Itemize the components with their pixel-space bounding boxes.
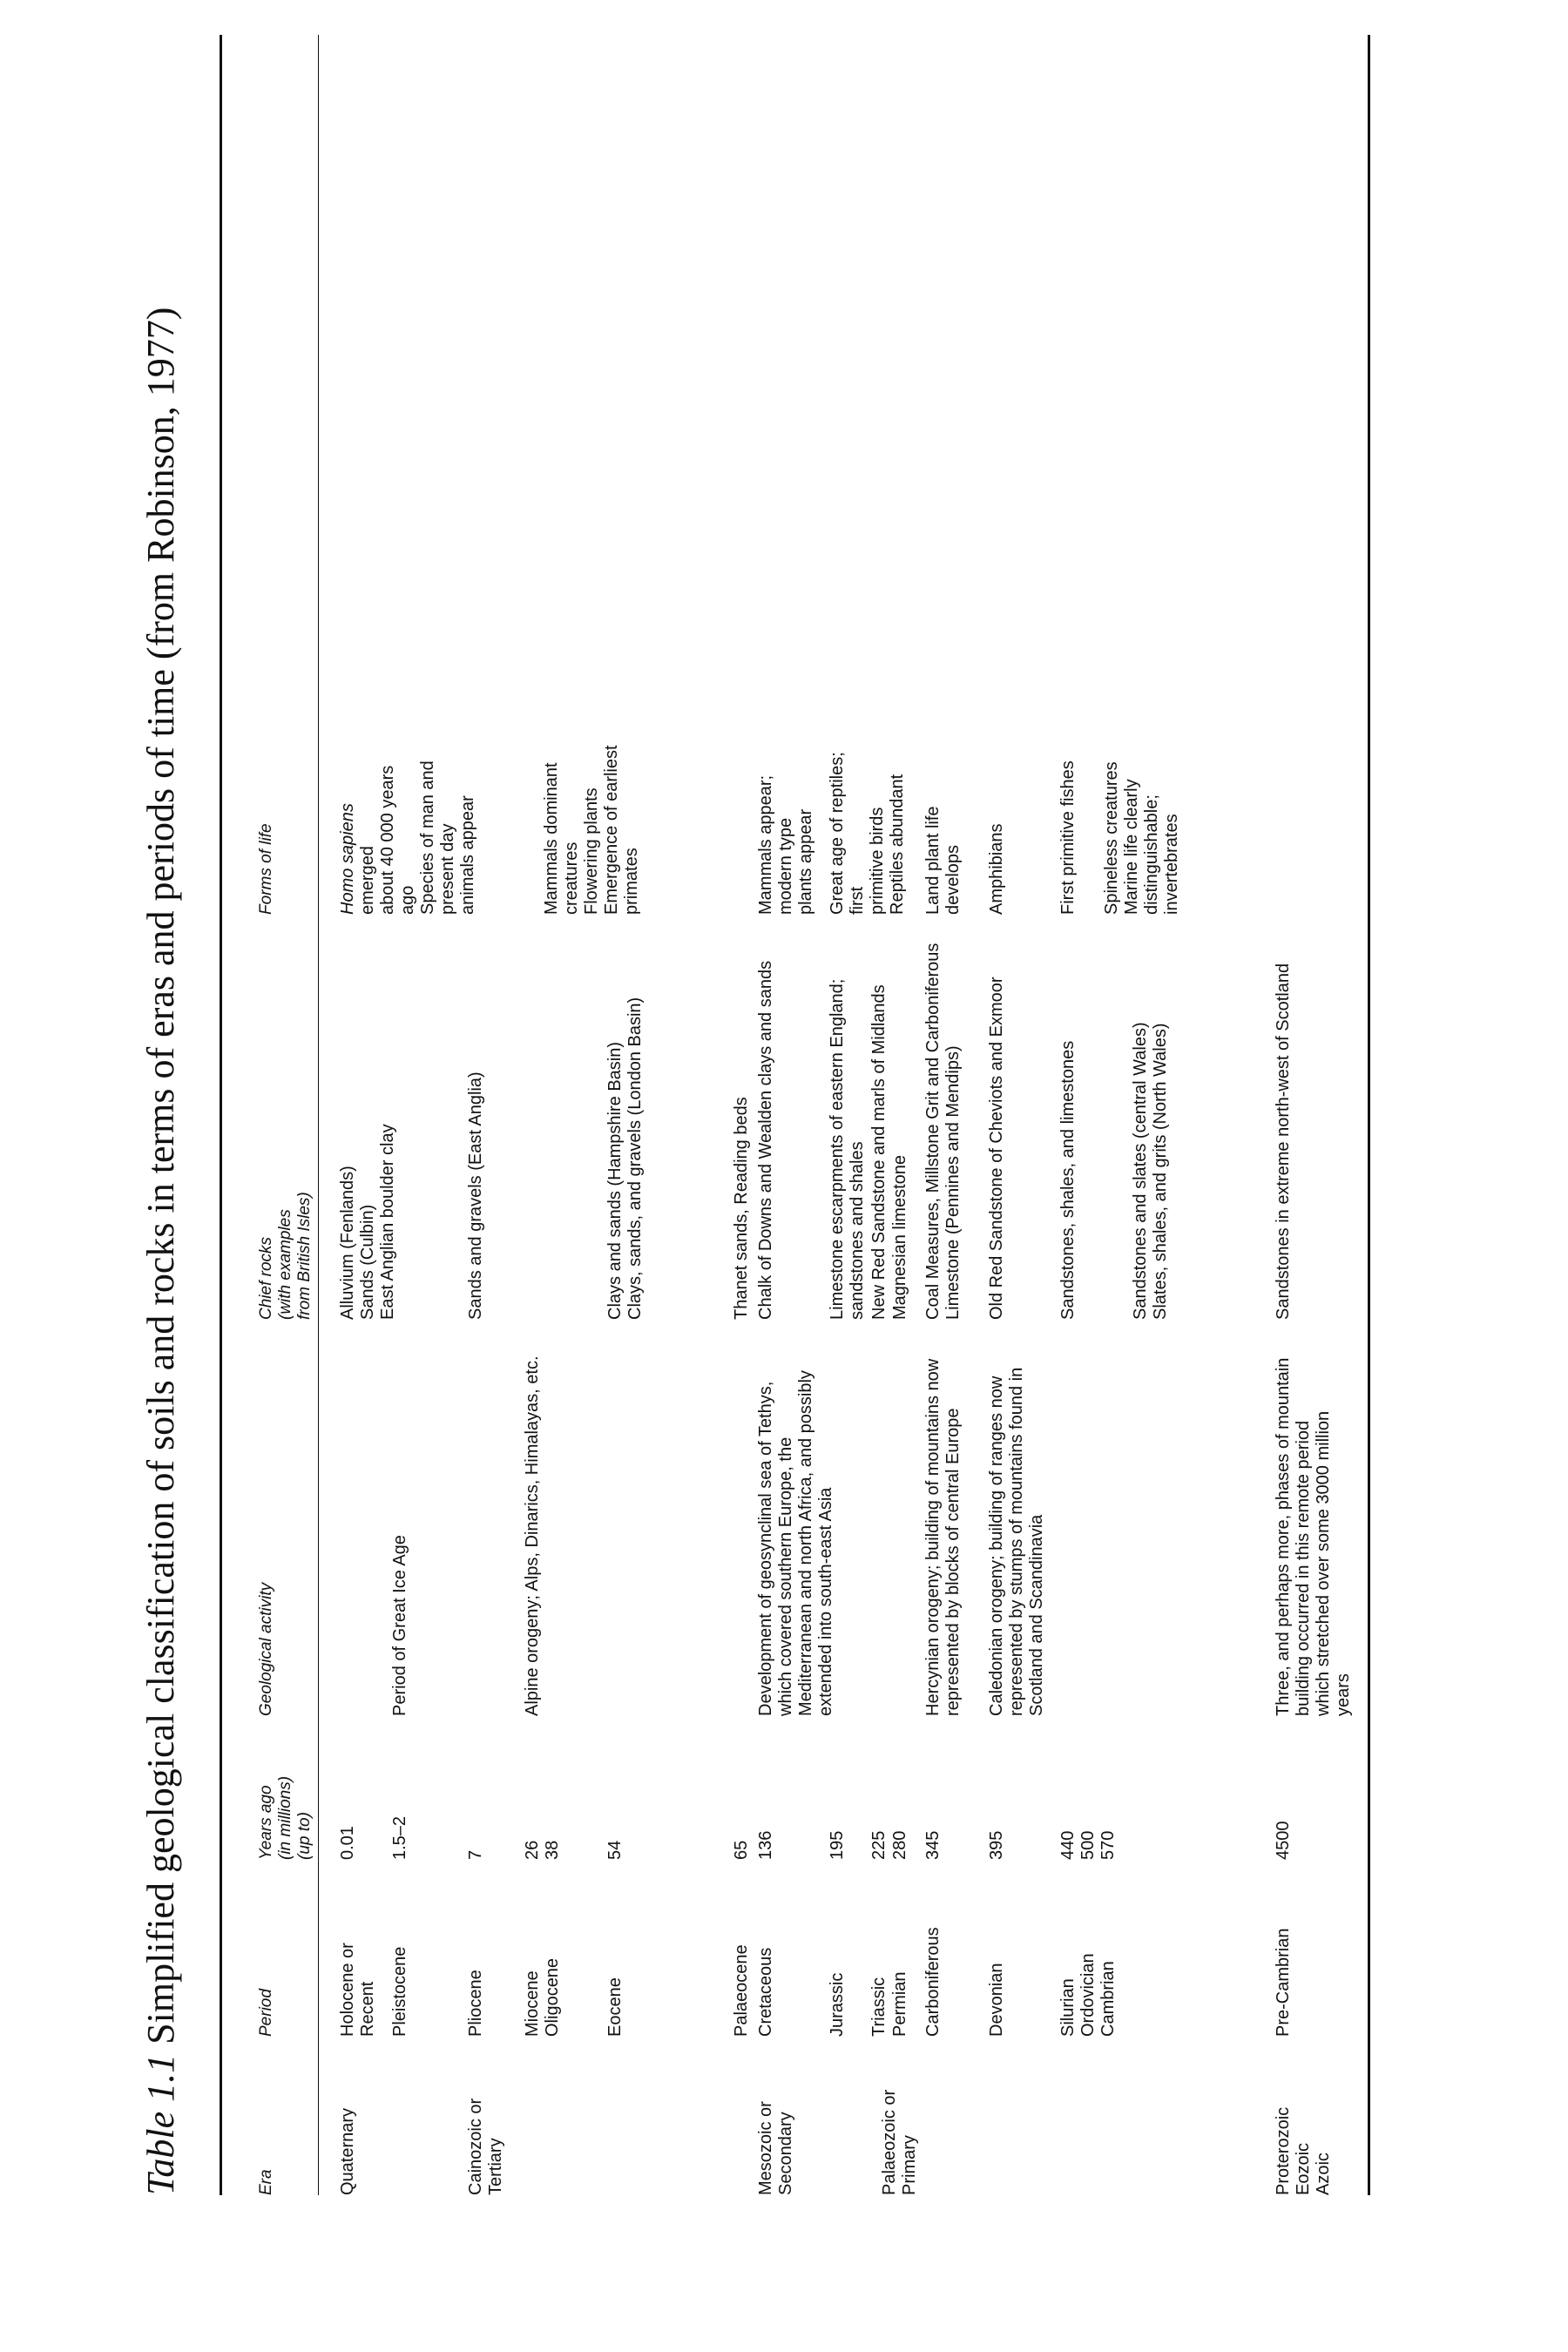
period-palaeocene: Palaeocene bbox=[732, 1944, 751, 2037]
years-palaeocene: 65 bbox=[732, 1840, 751, 1860]
top-rule bbox=[220, 35, 222, 2195]
rocks-pleistocene: East Anglian boulder clay bbox=[378, 1124, 397, 1320]
rocks-pliocene: Sands and gravels (East Anglia) bbox=[466, 1071, 485, 1320]
rocks-silurian: Sandstones, shales, and limestones bbox=[1058, 1040, 1078, 1320]
period-permian: Permian bbox=[890, 1971, 909, 2037]
life-cretaceous: Mammals appear; modern type plants appear bbox=[756, 774, 815, 915]
rocks-triassic: New Red Sandstone and marls of Midlands bbox=[869, 984, 889, 1320]
geo-cretaceous: Development of geosynclinal sea of Tethys, which covered southern Europe, the Mediterranean and north Africa, and possibly extended into south-east Asia bbox=[756, 1370, 835, 1716]
rotated-page bbox=[131, 35, 1437, 2195]
years-eocene: 54 bbox=[605, 1840, 625, 1860]
period-miocene-oligocene: Miocene Oligocene bbox=[523, 1957, 562, 2037]
geo-pleistocene: Period of Great Ice Age bbox=[390, 1535, 409, 1716]
life-devonian: Amphibians bbox=[987, 823, 1006, 915]
era-proterozoic: Proterozoic Eozoic Azoic bbox=[1274, 2106, 1333, 2195]
life-oligocene: Mammals dominant creatures Flowering plants Emergence of earliest primates bbox=[542, 745, 641, 915]
years-triassic: 225 bbox=[869, 1830, 889, 1860]
rocks-carboniferous: Coal Measures, Millstone Grit and Carboniferous Limestone (Pennines and Mendips) bbox=[923, 943, 963, 1320]
period-devonian: Devonian bbox=[987, 1963, 1006, 2037]
bottom-rule bbox=[1368, 35, 1370, 2195]
rocks-devonian: Old Red Sandstone of Cheviots and Exmoor bbox=[987, 977, 1006, 1320]
table-label: Table 1.1 bbox=[139, 2053, 182, 2195]
rocks-jurassic: Limestone escarpments of eastern England; sandstones and shales bbox=[828, 978, 867, 1320]
years-precambrian: 4500 bbox=[1274, 1821, 1293, 1860]
geo-hercynian: Hercynian orogeny; building of mountains now represented by blocks of central Europe bbox=[923, 1358, 963, 1716]
header-period: Period bbox=[257, 1989, 275, 2037]
years-miocene-oligocene: 26 38 bbox=[523, 1840, 562, 1860]
table-caption bbox=[131, 35, 192, 2195]
period-jurassic: Jurassic bbox=[828, 1972, 847, 2037]
period-silurian-group: Silurian Ordovician Cambrian bbox=[1058, 1953, 1118, 2037]
header-rocks: Chief rocks (with examples from British Isles) bbox=[257, 1192, 314, 1320]
geo-precambrian: Three, and perhaps more, phases of mountain building occurred in this remote period which stretched over some 3000 million years bbox=[1274, 1357, 1353, 1716]
years-holocene: 0.01 bbox=[338, 1826, 357, 1860]
rocks-permian: Magnesian limestone bbox=[890, 1155, 909, 1320]
period-cretaceous: Cretaceous bbox=[756, 1947, 775, 2037]
years-pleistocene: 1.5–2 bbox=[390, 1815, 409, 1860]
years-silurian-group: 440 500 570 bbox=[1058, 1830, 1118, 1860]
period-carboniferous: Carboniferous bbox=[923, 1927, 943, 2037]
period-triassic: Triassic bbox=[869, 1977, 889, 2037]
life-holocene bbox=[338, 732, 478, 915]
years-carboniferous: 345 bbox=[923, 1830, 943, 1860]
rocks-palaeocene: Thanet sands, Reading beds bbox=[732, 1097, 751, 1320]
years-jurassic: 195 bbox=[828, 1830, 847, 1860]
years-devonian: 395 bbox=[987, 1830, 1006, 1860]
life-silurian: First primitive fishes bbox=[1058, 760, 1078, 915]
years-permian: 280 bbox=[890, 1830, 909, 1860]
life-jurassic: Great age of reptiles; first primitive birds Reptiles abundant bbox=[828, 752, 907, 915]
years-pliocene: 7 bbox=[466, 1849, 485, 1860]
era-cainozoic: Cainozoic or Tertiary bbox=[466, 2098, 505, 2195]
life-homo-sapiens: Homo sapiens bbox=[338, 803, 357, 915]
header-geological: Geological activity bbox=[257, 1582, 275, 1716]
period-pleistocene: Pleistocene bbox=[390, 1946, 409, 2037]
geo-alpine: Alpine orogeny; Alps, Dinarics, Himalayas, etc. bbox=[523, 1355, 542, 1716]
rocks-cambrian: Sandstones and slates (central Wales) Slates, shales, and grits (North Wales) bbox=[1131, 1022, 1170, 1320]
header-era: Era bbox=[257, 2169, 275, 2195]
period-eocene: Eocene bbox=[605, 1977, 625, 2037]
life-holocene-text: emerged about 40 000 years ago Species of man and present day animals appear bbox=[358, 760, 477, 915]
period-precambrian: Pre-Cambrian bbox=[1274, 1928, 1293, 2037]
rocks-cretaceous: Chalk of Downs and Wealden clays and sands bbox=[756, 960, 775, 1320]
era-mesozoic: Mesozoic or Secondary bbox=[756, 2101, 795, 2195]
period-pliocene: Pliocene bbox=[466, 1970, 485, 2037]
geo-caledonian: Caledonian orogeny; building of ranges now represented by stumps of mountains found in Scotland and Scandinavia bbox=[987, 1367, 1046, 1716]
years-cretaceous: 136 bbox=[756, 1830, 775, 1860]
rocks-holocene: Alluvium (Fenlands) Sands (Culbin) bbox=[338, 1166, 377, 1320]
rocks-eocene: Clays and sands (Hampshire Basin) Clays, sands, and gravels (London Basin) bbox=[605, 997, 645, 1320]
header-years: Years ago (in millions) (up to) bbox=[257, 1775, 314, 1860]
header-life: Forms of life bbox=[257, 823, 275, 915]
header-rule bbox=[318, 35, 319, 2195]
life-cambrian: Spineless creatures Marine life clearly distinguishable; invertebrates bbox=[1102, 761, 1181, 915]
table-title: Simplified geological classification of soils and rocks in terms of eras and periods of time (from Robinson, 1977) bbox=[139, 307, 182, 2054]
era-palaeozoic: Palaeozoic or Primary bbox=[880, 2089, 919, 2195]
rocks-precambrian: Sandstones in extreme north-west of Scotland bbox=[1274, 963, 1293, 1320]
life-carboniferous: Land plant life develops bbox=[923, 806, 963, 915]
period-holocene: Holocene or Recent bbox=[338, 1943, 377, 2037]
era-quaternary: Quaternary bbox=[338, 2107, 357, 2195]
